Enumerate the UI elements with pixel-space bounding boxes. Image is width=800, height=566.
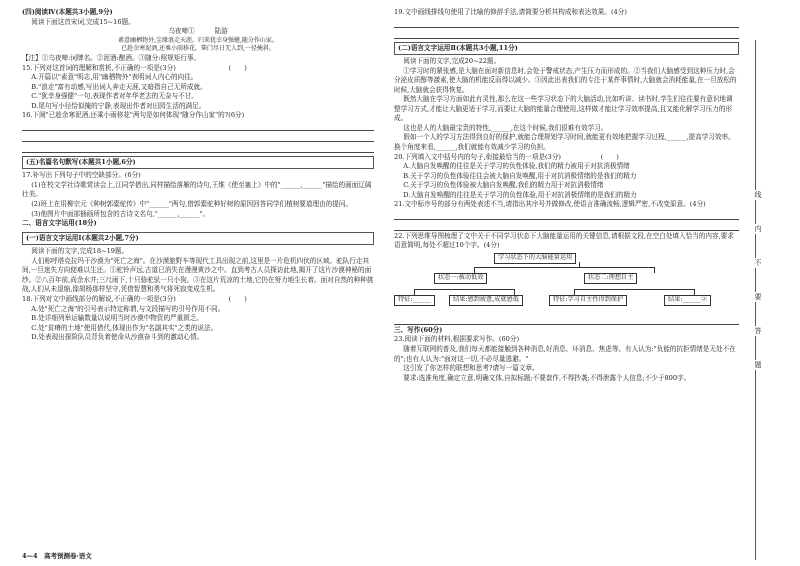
text-line: 17.补写出下列句子中的空缺部分。(6分): [22, 171, 141, 180]
text-line: C."犹幸身强健"一句,表现作者对年华老去的无奈与不甘。: [31, 92, 198, 101]
mind-map-node-r1: 结果:感到疲惫,成就感低: [449, 295, 523, 306]
binding-margin-char: 线: [752, 190, 764, 200]
text-line: C.处"贫瘠的土地"使用借代,体现出作为"名副其实"之类的说法。: [31, 323, 218, 332]
page-footer: 4—4 高考预测卷·语文: [22, 552, 92, 560]
section-heading: (一)语言文字运用Ⅰ(本题共2小题,7分): [22, 232, 374, 246]
answer-line[interactable]: [22, 143, 374, 153]
binding-margin-char: 题: [752, 360, 764, 370]
mind-map-node-f1: 特征:______: [394, 295, 435, 306]
text-line: A.开篇以"素意"明志,用"幽栖物外"表明词人内心的向往。: [31, 73, 198, 82]
text-line: 既然大脑在学习方面如此有灵性,那么在这一些学习状态下的大脑活动,比如听讲、读书时,学生们往往要有意识地调整学习方式,才能让大脑更适于学习,而要让大脑的能量合理使用,这样做才能让学习效率提高,且又能化解学习压力的形成。: [394, 95, 733, 123]
text-line: A.处"死亡之海"的引号表示特定称谓,与文段描写的引号作用不同。: [31, 304, 225, 313]
text-line: C.关于学习的负性体验被大脑自发唤醒,我们的精力用于对抗消极情绪: [403, 181, 604, 190]
answer-line[interactable]: [394, 29, 739, 39]
right-column: [394, 8, 739, 383]
mind-map-node-r2: 结果:______②: [664, 295, 711, 306]
text-line: 这也是人的大脑最宝贵的特性,______,在这个时候,我们很难有效学习。: [403, 123, 608, 132]
text-line: 乌夜啼① 陆游: [168, 27, 228, 36]
text-line: 已趁余寒泥酒,还乘小雨移花。柴门尽日无人到,一径掩斜。: [121, 45, 275, 53]
section-heading: (五)名篇名句默写(本题共1小题,6分): [22, 156, 374, 170]
text-line: 假如一个人的学习方法得到良好的保护,就能合理规划学习时间,就能更有效地把握学习过程,______,提高学习效率。换个角度来看,______,我们就能有效减少学习的负担。: [394, 133, 735, 152]
binding-margin: [755, 40, 770, 560]
answer-line[interactable]: [22, 132, 374, 142]
text-line: D.尾句写小径恰似掩的宁静,表现出作者对田园生活的满足。: [31, 101, 206, 110]
text-line: 素意幽栖物外,尘缘浪走天涯。归来犹幸身强健,随分作山家。: [118, 36, 278, 44]
text-line: (1)在校文学社诗歌赏读会上,江同学借出,同样描绘落雁的诗句,王维《使至塞上》中的"______,______"描绘的画面辽阔壮美。: [22, 180, 372, 199]
section-heading: 三、写作(60分): [394, 325, 443, 334]
text-line: 这引发了你怎样的联想和思考?请写一篇文章。: [403, 364, 539, 373]
text-line: ①学习时的紧张感,是大脑在面对新信息时,会处于警戒状态,产生压力而形成的。②当我们大脑感受到这种压力时,会分泌皮质醇等激素,使大脑的机能反而得以减少。③因此出表我们的专注于某件事情时,大脑就会消耗能量,在一旦放松的时候,大脑就会获得恢复。: [394, 66, 737, 94]
mind-map-node-root: 学习状态下的大脑能量运用: [494, 253, 576, 264]
text-line: 23.阅读下面的材料,根据要求写作。(60分): [394, 335, 520, 344]
mind-map-node-f2: 特征:学习自主性得到保护: [549, 295, 627, 306]
text-line: 要求:选准角度,确定立意,明确文体,自拟标题;不要套作,不得抄袭;不得泄露个人信息;不少于800字。: [403, 373, 691, 382]
text-line: 22.下列思维导图梳理了文中关于不同学习状态下大脑能量运用的关键信息,请根据文段,在空白处填入恰当的内容,要求语意简明,每处不超过10个字。(4分): [394, 231, 734, 250]
text-line: 阅读下面的文字,完成20~22题。: [403, 57, 501, 66]
answer-line[interactable]: [394, 221, 739, 231]
text-line: D.大脑自发唤醒的往往是关于学习的负性体验,用于对抗消极情绪的是我们的精力: [403, 190, 637, 199]
text-line: 【注】①乌夜啼:词牌名。②泥酒:酿酒。③随分:照规矩行事。: [22, 54, 201, 63]
text-line: A.大脑自发唤醒的往往是关于学习的负性体验,我们的精力被用于对抗消极情绪: [403, 162, 630, 171]
binding-margin-char: 答: [752, 326, 764, 336]
section-heading: (二)语言文字运用Ⅱ(本题共3小题,11分): [394, 42, 739, 56]
mind-map-connector: [414, 289, 514, 290]
answer-line[interactable]: [22, 121, 374, 131]
section-heading: (四)阅读Ⅳ(本题共3小题,9分): [22, 8, 113, 16]
text-line: (2)班上在用柳宗元《种树郭橐驼传》中"______"两句,借郭橐驼种好树的原因回答同学们植树要道理由的提问。: [31, 200, 353, 209]
text-line: 阅读下面的文字,完成18~19题。: [31, 247, 129, 256]
answer-line[interactable]: [394, 315, 739, 325]
binding-margin-char: 要: [752, 292, 764, 302]
answer-line[interactable]: [394, 210, 739, 220]
text-line: B.处详细列举运输数量以说明当时沙漠中物资的严重匮乏。: [31, 314, 204, 323]
text-line: 随着互联网的普及,我们每天都能接触到各种消息,好消息、坏消息、焦虑等。有人认为:"负能的抗拒情绪是无处不在的";也有人认为:"面对这一切,不必尽量逃避。": [394, 345, 736, 363]
mind-map-connector: [654, 267, 655, 273]
text-line: (3)他图片中面部插画所包含的古诗文名句,"______,______"。: [31, 209, 210, 218]
text-line: 15.下列对这首词的理解和赏析,不正确的一项是(3分) ( ): [22, 63, 247, 72]
text-line: 19.文中画线排线句使用了比喻的修辞手法,请简要分析其构成和表达效果。(4分): [394, 8, 627, 16]
section-heading: 二、语言文字运用(18分): [22, 219, 97, 228]
answer-line[interactable]: [394, 18, 739, 28]
text-line: 人们称呼塔克拉玛干沙漠为"死亡之海"。在沙漠旅野车等现代工具出现之前,这里是一片危机四伏的区域。驼队行走其间,一旦迷失方向便难以生还。①驼铃声远,古道已消失在漫漫黄沙之中。直到考古人员探访此地,揭开了这片沙漠神秘的面纱。②八百年前,尚余水井;三尺雨下,十只骆驼驮一只小狗。③在这片荒凉的土地,它仍在努力地生长着。面对自然的种种挑战,人们从未退缩,像胡杨那样坚守,凭借智慧和勇气将死寂变成生机。: [22, 256, 374, 294]
text-line: 18.下列对文中画线部分的解说,不正确的一项是(3分) ( ): [22, 294, 247, 303]
left-column: [22, 8, 374, 343]
text-line: 20.下列填入文中括号内的句子,衔接最恰当的一项是(3分) ( ): [394, 152, 619, 161]
mind-map-node-s1: 状态一:被动低效: [434, 273, 487, 284]
text-line: D.处表现出探险队员背负着使命从沙漠奋斗到的激动心情。: [31, 333, 204, 342]
text-line: 16.下阕"已趁余寒泥酒,还乘小雨移花"两句是如何体现"随分作山家"的?(6分): [22, 111, 245, 120]
mind-map-connector: [474, 267, 654, 268]
binding-margin-char: 不: [752, 258, 764, 268]
mind-map-node-s2: 状态二:理想自主: [584, 273, 637, 284]
mind-map: [394, 253, 739, 313]
binding-margin-char: 内: [752, 224, 764, 234]
text-line: 阅读下面这首宋词,完成15~16题。: [31, 17, 135, 26]
text-line: B."浪走"富有动感,写出词人奔走天涯,又暗指自己无所成就。: [31, 82, 207, 91]
text-line: B.关于学习的负性体验往往会被大脑自发唤醒,用于对抗消极情绪的是我们的精力: [403, 171, 637, 180]
text-line: 21.文中标序号的部分有两处表述不当,请指出其序号并做修改,使语言准确流畅,逻辑严密,不改变原意。(4分): [394, 200, 706, 209]
mind-map-connector: [574, 289, 694, 290]
